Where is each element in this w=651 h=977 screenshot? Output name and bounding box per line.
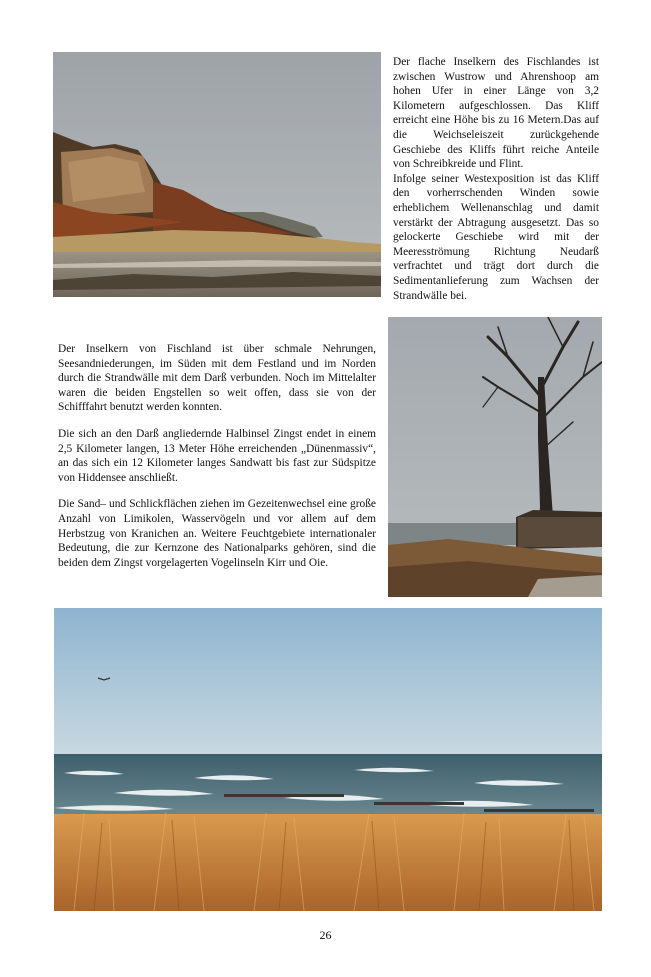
- photo-tree-coast: [388, 317, 602, 597]
- text-block-inselkern: [58, 342, 376, 582]
- page-number: 26: [319, 928, 332, 942]
- photo-sea-groynes: [54, 608, 602, 911]
- photo-cliff-coast: [53, 52, 381, 297]
- text-block-kliff: [393, 55, 599, 303]
- paragraph: Die Sand– und Schlickflächen ziehen im Gezeitenwechsel eine große Anzahl von Limikolen, Wasservögeln und vor allem auf dem Herbstzug von Kranichen an. Weitere Feuchtgebiete internationaler Bedeutung, die zur Kernzone des Nationalparks gehören, sind die beiden dem Zingst vorgelagerten Vogelinseln Kirr und Oie.: [58, 498, 376, 569]
- paragraph: Die sich an den Darß angliedernde Halbinsel Zingst endet in einem 2,5 Kilometer langen, 13 Meter Höhe erreichenden „Dünenmassiv“, an das sich ein 12 Kilometer langes Sandwatt bis fast zur Südspitze von Hiddensee anschließt.: [58, 427, 376, 484]
- paragraph: Der flache Inselkern des Fischlandes ist zwischen Wustrow und Ahrenshoop am hohen Ufer in einer Länge von 3,2 Kilometern aufgeschlossen. Das Kliff erreicht eine Höhe bis zu 16 Metern.Das auf die Weichseleiszeit zurückgehende Geschiebe des Kliffs führt reiche Anteile von Schreibkreide und Flint.: [393, 56, 599, 171]
- paragraph: Infolge seiner Westexposition ist das Kliff den vorherrschenden Winden sowie erheblichem Wellenanschlag und damit verstärkt der Abtragung ausgesetzt. Das so gelockerte Geschiebe wird mit der Meeresströmung Richtung Neudarß verfrachtet und trägt dort durch die Sedimentanlieferung zum Wachsen der Strandwälle bei.: [393, 172, 599, 302]
- paragraph: Der Inselkern von Fischland ist über schmale Nehrungen, Seesandniederungen, im Süden mit dem Festland und im Norden durch die Strandwälle mit dem Darß verbunden. Noch im Mittelalter waren die beiden Engstellen so weit offen, dass sie von der Schifffahrt benutzt werden konnten.: [58, 343, 376, 414]
